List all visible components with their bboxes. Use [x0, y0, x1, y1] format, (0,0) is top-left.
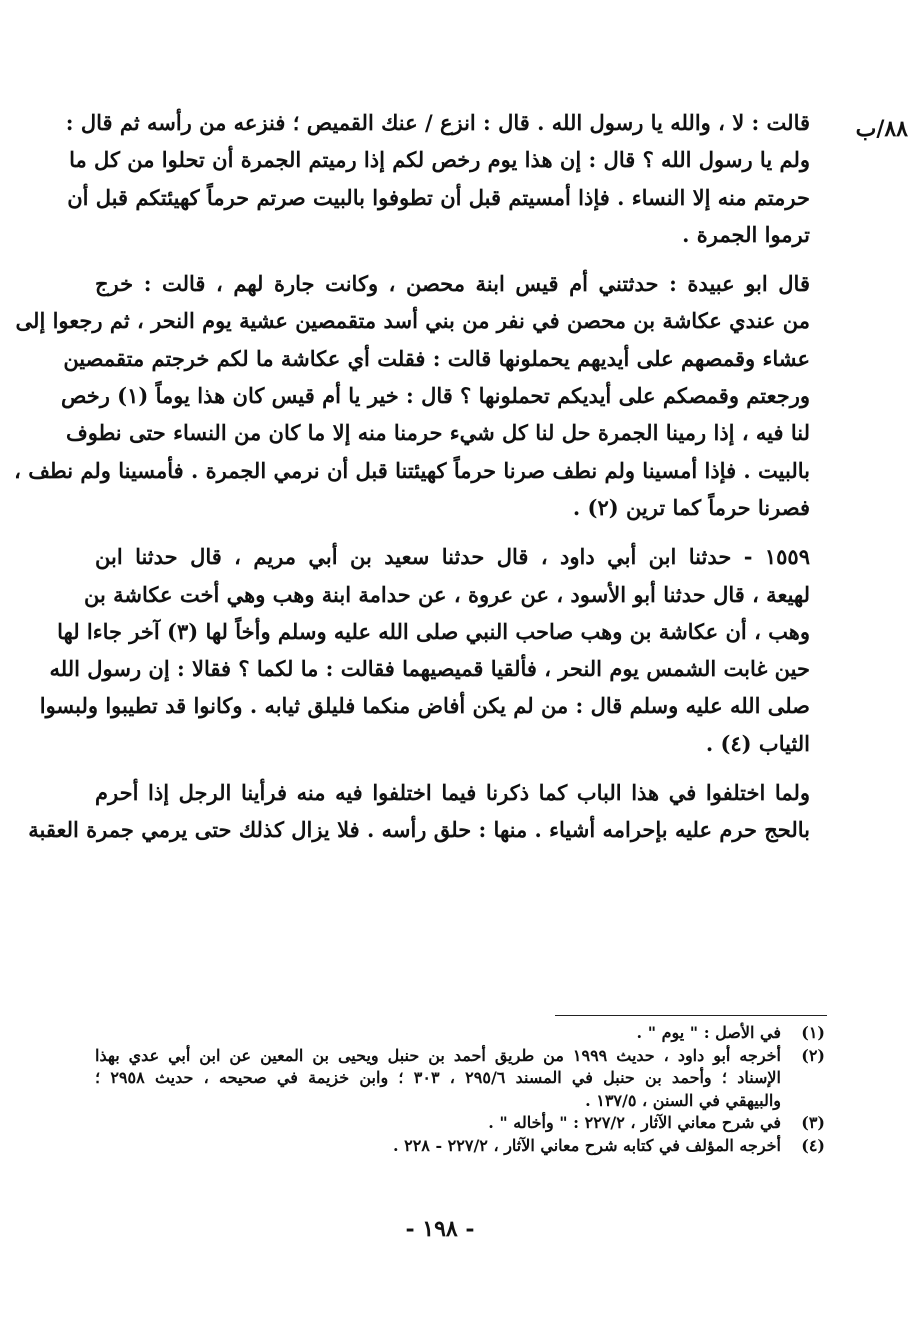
- text-line: قالت : لا ، والله يا رسول الله . قال : انزع / عنك القميص ؛ فنزعه من رأسه ثم قال :: [65, 110, 810, 135]
- footnote: [95, 1112, 825, 1135]
- text-line: ترموا الجمرة .: [682, 221, 810, 247]
- text-line: بالبيت . فإذا أمسينا ولم نطف صرنا حرماً كهيئتنا قبل أن نرمي الجمرة . فأمسينا ولم نطف ،: [14, 457, 810, 483]
- text-line: قال ابو عبيدة : حدثتني أم قيس ابنة محصن ، وكانت جارة لهم ، قالت : خرج: [95, 271, 810, 297]
- text-line: فصرنا حرماً كما ترين (٢) .: [572, 494, 810, 520]
- manuscript-folio-marker: ٨٨/ب: [855, 116, 908, 142]
- text-line: ولما اختلفوا في هذا الباب كما ذكرنا فيما اختلفوا فيه منه فرأينا الرجل إذا أحرم: [95, 780, 810, 806]
- footnote: [95, 1045, 825, 1113]
- footnote-number: (١): [801, 1023, 825, 1042]
- footnote-line: في الأصل : " يوم " .: [636, 1023, 781, 1042]
- footnote-number: (٤): [801, 1135, 825, 1155]
- text-line: وهب ، أن عكاشة بن وهب صاحب النبي صلى الله عليه وسلم وأخاً لها (٣) آخر جاءا لها: [57, 618, 810, 644]
- footnote: [95, 1022, 825, 1045]
- page-number: - ١٩٨ -: [405, 1216, 475, 1242]
- footnote-number: (٢): [801, 1045, 825, 1065]
- footnote-line: والبيهقي في السنن ، ١٣٧/٥ .: [585, 1090, 781, 1110]
- footnotes: [95, 1022, 825, 1157]
- text-line: حين غابت الشمس يوم النحر ، فألقيا قميصيهما فقالت : ما لكما ؟ فقالا : إن رسول الله: [49, 656, 810, 682]
- text-line: لنا فيه ، إذا رمينا الجمرة حل لنا كل شيء حرمنا منه إلا ما كان من النساء حتى نطوف: [65, 420, 810, 446]
- hadith-1559-line: ١٥٥٩ - حدثنا ابن أبي داود ، قال حدثنا سعيد بن أبي مريم ، قال حدثنا ابن: [95, 544, 810, 570]
- footnote-line: في شرح معاني الآثار ، ٢٢٧/٢ : " وأخاله " .: [488, 1113, 781, 1132]
- footnote-line: أخرجه أبو داود ، حديث ١٩٩٩ من طريق أحمد بن حنبل ويحيى بن المعين عن ابن أبي عدي بهذا: [95, 1045, 781, 1065]
- footnote-line: أخرجه المؤلف في كتابه شرح معاني الآثار ، ٢٢٧/٢ - ٢٢٨ .: [392, 1135, 781, 1155]
- footnote-number: (٣): [801, 1113, 825, 1132]
- text-line: ورجعتم وقمصكم على أيديكم تحملونها ؟ قال : خير يا أم قيس كان هذا يوماً (١) رخص: [61, 383, 810, 409]
- text-line: لهيعة ، قال حدثنا أبو الأسود ، عن عروة ، عن حدامة ابنة وهب وهي أخت عكاشة بن: [84, 581, 810, 607]
- text-line: عشاء وقمصهم على أيديهم يحملونها قالت : فقلت أي عكاشة ما لكم خرجتم متقمصين: [63, 345, 810, 371]
- text-line: ولم يا رسول الله ؟ قال : إن هذا يوم رخص لكم إذا رميتم الجمرة أن تحلوا من كل ما: [69, 147, 810, 173]
- text-line: حرمتم منه إلا النساء . فإذا أمسيتم قبل أن تطوفوا بالبيت صرتم حرماً كهيئتكم قبل أن: [67, 184, 810, 210]
- footnote-separator: [555, 1015, 827, 1016]
- text-line: من عندي عكاشة بن محصن في نفر من بني أسد متقمصين عشية يوم النحر ، ثم رجعوا إلى: [15, 308, 810, 334]
- text-line: بالحج حرم عليه بإحرامه أشياء . منها : حلق رأسه . فلا يزال كذلك حتى يرمي جمرة العقبة: [28, 817, 810, 843]
- footnote-line: الإسناد ؛ وأحمد بن حنبل في المسند ٢٩٥/٦ ، ٣٠٣ ؛ وابن خزيمة في صحيحه ، حديث ٢٩٥٨ ؛: [95, 1068, 782, 1087]
- text-line: الثياب (٤) .: [705, 730, 810, 756]
- main-text: [14, 104, 810, 849]
- text-line: صلى الله عليه وسلم قال : من لم يكن أفاض منكما فليلق ثيابه . وكانوا قد تطيبوا ولبسوا: [39, 693, 810, 719]
- footnote: [95, 1135, 825, 1158]
